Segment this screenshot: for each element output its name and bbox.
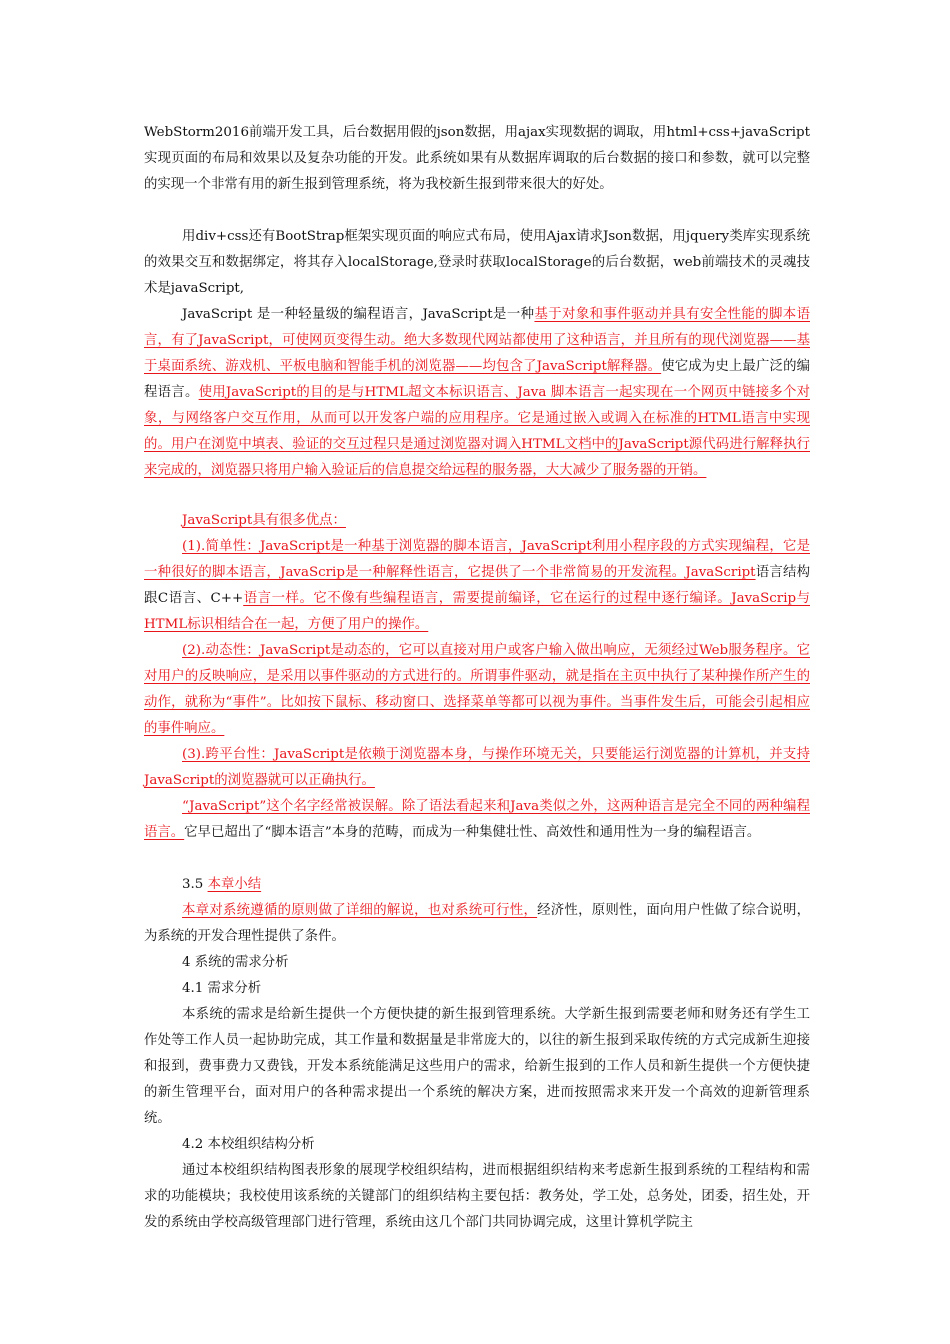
heading-4-2-organization [182,1132,782,1158]
highlighted-text-run: 本章小结 [207,877,262,892]
highlighted-text-run: (1).简单性：JavaScript是一种基于浏览器的脚本语言，JavaScript利用小程序段的方式实现编程，它是一种很好的脚本语言，JavaScrip是一种解释性语言，它提供了一个非常简易的开发流程。JavaScript [144,539,810,580]
paragraph-organization [144,1158,810,1236]
highlighted-text-run: 本章对系统遵循的原则做了详细的解说，也对系统可行性， [182,903,538,918]
highlighted-text-run: (2).动态性：JavaScript是动态的，它可以直接对用户或客户输入做出响应，无须经过Web服务程序。它对用户的反映响应，是采用以事件驱动的方式进行的。所谓事件驱动，就是指在主页中执行了某种操作所产生的动作，就称为“事件”。比如按下鼠标、移动窗口、选择菜单等都可以视为事件。当事件发生后，可能会引起相应的事件响应。 [144,643,810,736]
paragraph-javascript-name [144,794,810,846]
text-run: 语言结构跟C语言、C++ [144,565,810,606]
paragraph-chapter-summary [144,898,810,950]
paragraph-webstorm-intro [144,120,810,198]
paragraph-cross-platform [144,742,810,794]
text-run: 使它成为史上最广泛的编程语言。 [144,359,811,400]
heading-4-1-requirement-analysis [182,976,782,1002]
heading-3-5-chapter-summary [182,872,782,898]
highlighted-text-run: “JavaScript”这个名字经常被误解。除了语法看起来和Java类似之外，这两种语言是完全不同的两种编程语言。 [144,799,810,840]
text-run: 3.5 [182,877,208,892]
heading-4-requirements [182,950,782,976]
highlighted-text-run: (3).跨平台性：JavaScript是依赖于浏览器本身，与操作环境无关，只要能运行浏览器的计算机，并支持JavaScript的浏览器就可以正确执行。 [144,747,810,788]
text-run: 它早已超出了“脚本语言”本身的范畴，而成为一种集健壮性、高效性和通用性为一身的编程语言。 [184,825,761,840]
highlighted-text-run: 基于对象和事件驱动并具有安全性能的脚本语言，有了JavaScript，可使网页变得生动。绝大多数现代网站都使用了这种语言，并且所有的现代浏览器——基于桌面系统、游戏机、平板电脑和智能手机的浏览器——均包含了JavaScript解释器。 [144,307,810,374]
text-run: 4 系统的需求分析 [182,955,289,970]
highlighted-text-run: 使用JavaScript的目的是与HTML超文本标识语言、Java 脚本语言一起实现在一个网页中链接多个对象，与网络客户交互作用，从而可以开发客户端的应用程序。它是通过嵌入或调入在标准的HTML语言中实现的。用户在浏览中填表、验证的交互过程只是通过浏览器对调入HTML文档中的JavaScript源代码进行解释执行来完成的，浏览器只将用户输入验证后的信息提交给远程的服务器，大大减少了服务器的开销。 [144,385,811,478]
paragraph-dynamic [144,638,810,742]
paragraph-simplicity [144,534,810,638]
paragraph-requirement-analysis [144,1002,810,1132]
paragraph-div-css-bootstrap [144,224,810,302]
text-run: WebStorm2016前端开发工具，后台数据用假的json数据，用ajax实现数据的调取，用html+css+javaScript实现页面的布局和效果以及复杂功能的开发。此系统如果有从数据库调取的后台数据的接口和参数，就可以完整的实现一个非常有用的新生报到管理系统，将为我校新生报到带来很大的好处。 [144,125,810,192]
paragraph-javascript-lightweight [144,302,810,484]
text-run: JavaScript 是一种轻量级的编程语言，JavaScript是一种 [182,307,535,322]
text-run: 4.2 本校组织结构分析 [182,1137,315,1152]
text-run: 经济性，原则性，面向用户性做了综合说明，为系统的开发合理性提供了条件。 [144,903,811,944]
text-run: 4.1 需求分析 [182,981,262,996]
highlighted-text-run: 语言一样。它不像有些编程语言，需要提前编译，它在运行的过程中逐行编译。JavaScrip与HTML标识相结合在一起，方便了用户的操作。 [144,591,810,632]
text-run: 本系统的需求是给新生提供一个方便快捷的新生报到管理系统。大学新生报到需要老师和财务还有学生工作处等工作人员一起协助完成，其工作量和数据量是非常庞大的，以往的新生报到采取传统的方式完成新生迎接和报到，费事费力又费钱，开发本系统能满足这些用户的需求，给新生报到的工作人员和新生提供一个方便快捷的新生管理平台，面对用户的各种需求提出一个系统的解决方案，进而按照需求来开发一个高效的迎新管理系统。 [144,1007,810,1126]
text-run: 用div+css还有BootStrap框架实现页面的响应式布局，使用Ajax请求Json数据，用jquery类库实现系统的效果交互和数据绑定，将其存入localStorage,登录时获取localStorage的后台数据，web前端技术的灵魂技术是javaScript, [144,229,810,296]
highlighted-text-run: JavaScript具有很多优点： [182,513,346,528]
paragraph-javascript-advantages [144,508,810,534]
text-run: 通过本校组织结构图表形象的展现学校组织结构，进而根据组织结构来考虑新生报到系统的工程结构和需求的功能模块；我校使用该系统的关键部门的组织结构主要包括：教务处，学工处，总务处，团委，招生处，开发的系统由学校高级管理部门进行管理，系统由这几个部门共同协调完成，这里计算机学院主 [144,1163,810,1230]
